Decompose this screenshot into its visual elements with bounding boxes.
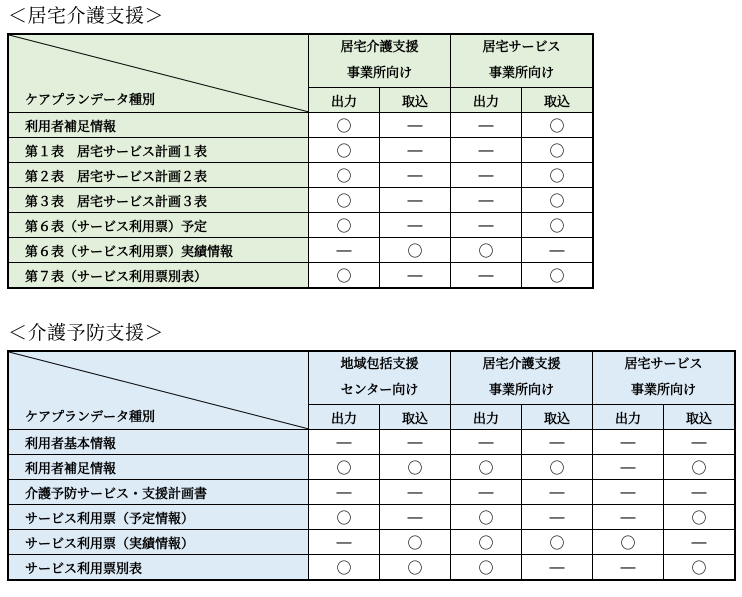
availability-cell: ―	[593, 430, 664, 455]
corner-header	[9, 35, 309, 113]
availability-cell: ―	[593, 480, 664, 505]
availability-cell: ―	[664, 430, 735, 455]
group-header-line2: 事業所向け	[489, 66, 555, 81]
sub-header-cell: 出力	[309, 88, 380, 113]
table-row	[9, 430, 735, 455]
availability-cell: ―	[451, 113, 522, 138]
availability-cell: ―	[522, 555, 593, 580]
availability-cell: 〇	[593, 530, 664, 555]
availability-cell: 〇	[309, 138, 380, 163]
group-header	[309, 35, 451, 88]
row-label: 利用者基本情報	[9, 430, 309, 455]
availability-cell: 〇	[522, 530, 593, 555]
availability-cell: ―	[380, 188, 451, 213]
row-label: 第６表（サービス利用票）実績情報	[9, 238, 309, 263]
table-row	[9, 188, 593, 213]
table-row	[9, 480, 735, 505]
availability-cell: 〇	[522, 263, 593, 288]
availability-cell: 〇	[664, 555, 735, 580]
availability-cell: ―	[380, 213, 451, 238]
sub-header-cell: 出力	[309, 405, 380, 430]
sub-header-cell: 取込	[522, 405, 593, 430]
table-row	[9, 138, 593, 163]
row-label: サービス利用票（実績情報）	[9, 530, 309, 555]
availability-cell: ―	[380, 113, 451, 138]
availability-cell: ―	[309, 430, 380, 455]
availability-cell: 〇	[451, 555, 522, 580]
section-title-kyotaku: ＜居宅介護支援＞	[8, 5, 165, 27]
row-label: 利用者補足情報	[9, 455, 309, 480]
availability-cell: ―	[451, 138, 522, 163]
row-label: 第７表（サービス利用票別表）	[9, 263, 309, 288]
availability-cell: 〇	[451, 505, 522, 530]
table-row	[9, 113, 593, 138]
availability-cell: 〇	[522, 213, 593, 238]
table-row	[9, 263, 593, 288]
availability-cell: 〇	[380, 238, 451, 263]
availability-cell: 〇	[522, 163, 593, 188]
group-header-line1: 地域包括支援	[340, 357, 419, 372]
availability-cell: ―	[664, 480, 735, 505]
section-title-yobo: ＜介護予防支援＞	[8, 322, 165, 344]
availability-cell: 〇	[309, 163, 380, 188]
row-label: 第２表 居宅サービス計画２表	[9, 163, 309, 188]
availability-cell: ―	[522, 430, 593, 455]
sub-header-cell: 取込	[664, 405, 735, 430]
availability-cell: 〇	[522, 138, 593, 163]
group-header-line1: 居宅介護支援	[340, 40, 419, 55]
availability-cell: 〇	[664, 505, 735, 530]
corner-label: ケアプランデータ種別	[25, 93, 156, 108]
availability-cell: ―	[380, 138, 451, 163]
availability-cell: ―	[451, 163, 522, 188]
sub-header-cell: 取込	[522, 88, 593, 113]
availability-cell: 〇	[380, 455, 451, 480]
availability-cell: ―	[522, 480, 593, 505]
availability-cell: 〇	[380, 555, 451, 580]
sub-header-cell: 出力	[593, 405, 664, 430]
row-label: 第３表 居宅サービス計画３表	[9, 188, 309, 213]
table-row	[9, 505, 735, 530]
availability-cell: 〇	[309, 263, 380, 288]
availability-cell: ―	[593, 505, 664, 530]
table-row	[9, 455, 735, 480]
row-label: 第１表 居宅サービス計画１表	[9, 138, 309, 163]
row-label: サービス利用票（予定情報）	[9, 505, 309, 530]
group-header-line1: 居宅サービス	[624, 357, 703, 372]
availability-cell: 〇	[451, 530, 522, 555]
availability-cell: ―	[380, 480, 451, 505]
availability-cell: ―	[451, 480, 522, 505]
group-header-line1: 居宅介護支援	[482, 357, 561, 372]
table-row	[9, 163, 593, 188]
availability-cell: ―	[309, 238, 380, 263]
group-header-line2: 事業所向け	[631, 383, 697, 398]
group-header	[309, 352, 451, 405]
sub-header-cell: 出力	[451, 88, 522, 113]
group-header	[451, 352, 593, 405]
availability-cell: 〇	[309, 555, 380, 580]
availability-cell: ―	[451, 430, 522, 455]
availability-cell: ―	[451, 188, 522, 213]
group-header	[451, 35, 593, 88]
availability-cell: ―	[451, 213, 522, 238]
availability-cell: 〇	[380, 530, 451, 555]
table-row	[9, 555, 735, 580]
availability-cell: ―	[309, 530, 380, 555]
corner-label: ケアプランデータ種別	[25, 410, 156, 425]
availability-cell: ―	[380, 163, 451, 188]
availability-cell: 〇	[522, 188, 593, 213]
availability-cell: 〇	[309, 188, 380, 213]
availability-cell: 〇	[522, 455, 593, 480]
availability-cell: ―	[593, 555, 664, 580]
table-kaigo-yobo-shien	[8, 351, 735, 580]
availability-cell: 〇	[309, 113, 380, 138]
group-header-line2: 事業所向け	[489, 383, 555, 398]
availability-cell: 〇	[309, 505, 380, 530]
group-header	[593, 352, 735, 405]
table-kyotaku-kaigo-shien	[8, 34, 593, 288]
row-label: 介護予防サービス・支援計画書	[9, 480, 309, 505]
availability-cell: ―	[664, 530, 735, 555]
group-header-line2: 事業所向け	[347, 66, 413, 81]
row-label: 利用者補足情報	[9, 113, 309, 138]
group-header-line2: センター向け	[340, 383, 419, 398]
availability-cell: ―	[522, 238, 593, 263]
table-row	[9, 213, 593, 238]
group-header-line1: 居宅サービス	[482, 40, 561, 55]
availability-cell: ―	[380, 505, 451, 530]
availability-cell: 〇	[522, 113, 593, 138]
availability-cell: ―	[380, 263, 451, 288]
availability-cell: 〇	[664, 455, 735, 480]
table-row	[9, 238, 593, 263]
availability-cell: ―	[522, 505, 593, 530]
sub-header-cell: 取込	[380, 405, 451, 430]
availability-cell: ―	[380, 430, 451, 455]
availability-cell: ―	[451, 263, 522, 288]
row-label: サービス利用票別表	[9, 555, 309, 580]
availability-cell: 〇	[309, 213, 380, 238]
availability-cell: 〇	[309, 455, 380, 480]
availability-cell: 〇	[451, 238, 522, 263]
row-label: 第６表（サービス利用票）予定	[9, 213, 309, 238]
availability-cell: ―	[309, 480, 380, 505]
availability-cell: ―	[593, 455, 664, 480]
corner-header	[9, 352, 309, 430]
sub-header-cell: 出力	[451, 405, 522, 430]
sub-header-cell: 取込	[380, 88, 451, 113]
availability-cell: 〇	[451, 455, 522, 480]
table-row	[9, 530, 735, 555]
